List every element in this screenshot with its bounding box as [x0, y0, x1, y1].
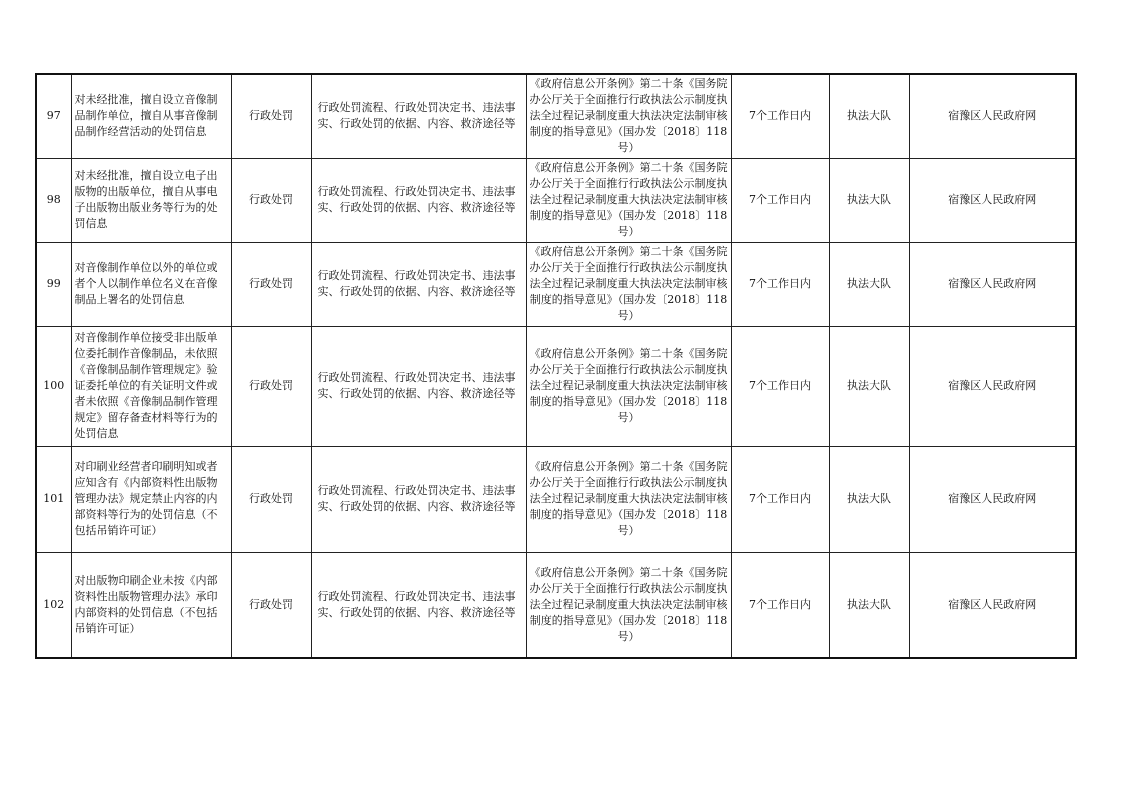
disclosure-subject: 执法大队: [829, 158, 909, 242]
row-number: 102: [36, 552, 71, 658]
disclosure-subject: 执法大队: [829, 74, 909, 158]
disclosure-channel: 宿豫区人民政府网: [909, 326, 1076, 446]
disclosure-item: 对音像制作单位接受非出版单位委托制作音像制品，未依照《音像制品制作管理规定》验证委托单位的有关证明文件或者未依照《音像制品制作管理规定》留存备查材料等行为的处罚信息: [71, 326, 231, 446]
row-number: 97: [36, 74, 71, 158]
disclosure-content: 行政处罚流程、行政处罚决定书、违法事实、行政处罚的依据、内容、救济途径等: [311, 326, 526, 446]
disclosure-subject: 执法大队: [829, 552, 909, 658]
disclosure-channel: 宿豫区人民政府网: [909, 552, 1076, 658]
item-type: 行政处罚: [231, 74, 311, 158]
table-row: [36, 446, 1076, 552]
time-limit: 7个工作日内: [731, 326, 829, 446]
table-body: [36, 74, 1076, 658]
item-type: 行政处罚: [231, 242, 311, 326]
time-limit: 7个工作日内: [731, 74, 829, 158]
disclosure-content: 行政处罚流程、行政处罚决定书、违法事实、行政处罚的依据、内容、救济途径等: [311, 242, 526, 326]
item-type: 行政处罚: [231, 158, 311, 242]
disclosure-channel: 宿豫区人民政府网: [909, 158, 1076, 242]
legal-basis: 《政府信息公开条例》第二十条《国务院办公厅关于全面推行行政执法公示制度执法全过程记录制度重大执法决定法制审核制度的指导意见》（国办发〔2018〕118号）: [526, 552, 731, 658]
disclosure-channel: 宿豫区人民政府网: [909, 446, 1076, 552]
item-type: 行政处罚: [231, 552, 311, 658]
table-row: [36, 326, 1076, 446]
row-number: 98: [36, 158, 71, 242]
time-limit: 7个工作日内: [731, 242, 829, 326]
time-limit: 7个工作日内: [731, 158, 829, 242]
disclosure-item: 对出版物印刷企业未按《内部资料性出版物管理办法》承印内部资料的处罚信息（不包括吊销许可证）: [71, 552, 231, 658]
row-number: 101: [36, 446, 71, 552]
disclosure-subject: 执法大队: [829, 446, 909, 552]
row-number: 99: [36, 242, 71, 326]
table-row: [36, 74, 1076, 158]
table-row: [36, 242, 1076, 326]
disclosure-content: 行政处罚流程、行政处罚决定书、违法事实、行政处罚的依据、内容、救济途径等: [311, 158, 526, 242]
legal-basis: 《政府信息公开条例》第二十条《国务院办公厅关于全面推行行政执法公示制度执法全过程记录制度重大执法决定法制审核制度的指导意见》（国办发〔2018〕118号）: [526, 242, 731, 326]
disclosure-subject: 执法大队: [829, 242, 909, 326]
table-row: [36, 552, 1076, 658]
disclosure-subject: 执法大队: [829, 326, 909, 446]
time-limit: 7个工作日内: [731, 446, 829, 552]
legal-basis: 《政府信息公开条例》第二十条《国务院办公厅关于全面推行行政执法公示制度执法全过程记录制度重大执法决定法制审核制度的指导意见》（国办发〔2018〕118号）: [526, 74, 731, 158]
item-type: 行政处罚: [231, 446, 311, 552]
table-row: [36, 158, 1076, 242]
disclosure-content: 行政处罚流程、行政处罚决定书、违法事实、行政处罚的依据、内容、救济途径等: [311, 74, 526, 158]
disclosure-channel: 宿豫区人民政府网: [909, 74, 1076, 158]
disclosure-content: 行政处罚流程、行政处罚决定书、违法事实、行政处罚的依据、内容、救济途径等: [311, 446, 526, 552]
time-limit: 7个工作日内: [731, 552, 829, 658]
row-number: 100: [36, 326, 71, 446]
disclosure-item: 对印刷业经营者印刷明知或者应知含有《内部资料性出版物管理办法》规定禁止内容的内部资料等行为的处罚信息（不包括吊销许可证）: [71, 446, 231, 552]
disclosure-item: 对未经批准，擅自设立音像制品制作单位，擅自从事音像制品制作经营活动的处罚信息: [71, 74, 231, 158]
disclosure-content: 行政处罚流程、行政处罚决定书、违法事实、行政处罚的依据、内容、救济途径等: [311, 552, 526, 658]
disclosure-channel: 宿豫区人民政府网: [909, 242, 1076, 326]
legal-basis: 《政府信息公开条例》第二十条《国务院办公厅关于全面推行行政执法公示制度执法全过程记录制度重大执法决定法制审核制度的指导意见》（国办发〔2018〕118号）: [526, 326, 731, 446]
disclosure-table: [35, 73, 1077, 659]
legal-basis: 《政府信息公开条例》第二十条《国务院办公厅关于全面推行行政执法公示制度执法全过程记录制度重大执法决定法制审核制度的指导意见》（国办发〔2018〕118号）: [526, 446, 731, 552]
legal-basis: 《政府信息公开条例》第二十条《国务院办公厅关于全面推行行政执法公示制度执法全过程记录制度重大执法决定法制审核制度的指导意见》（国办发〔2018〕118号）: [526, 158, 731, 242]
disclosure-item: 对音像制作单位以外的单位或者个人以制作单位名义在音像制品上署名的处罚信息: [71, 242, 231, 326]
item-type: 行政处罚: [231, 326, 311, 446]
disclosure-item: 对未经批准，擅自设立电子出版物的出版单位，擅自从事电子出版物出版业务等行为的处罚信息: [71, 158, 231, 242]
